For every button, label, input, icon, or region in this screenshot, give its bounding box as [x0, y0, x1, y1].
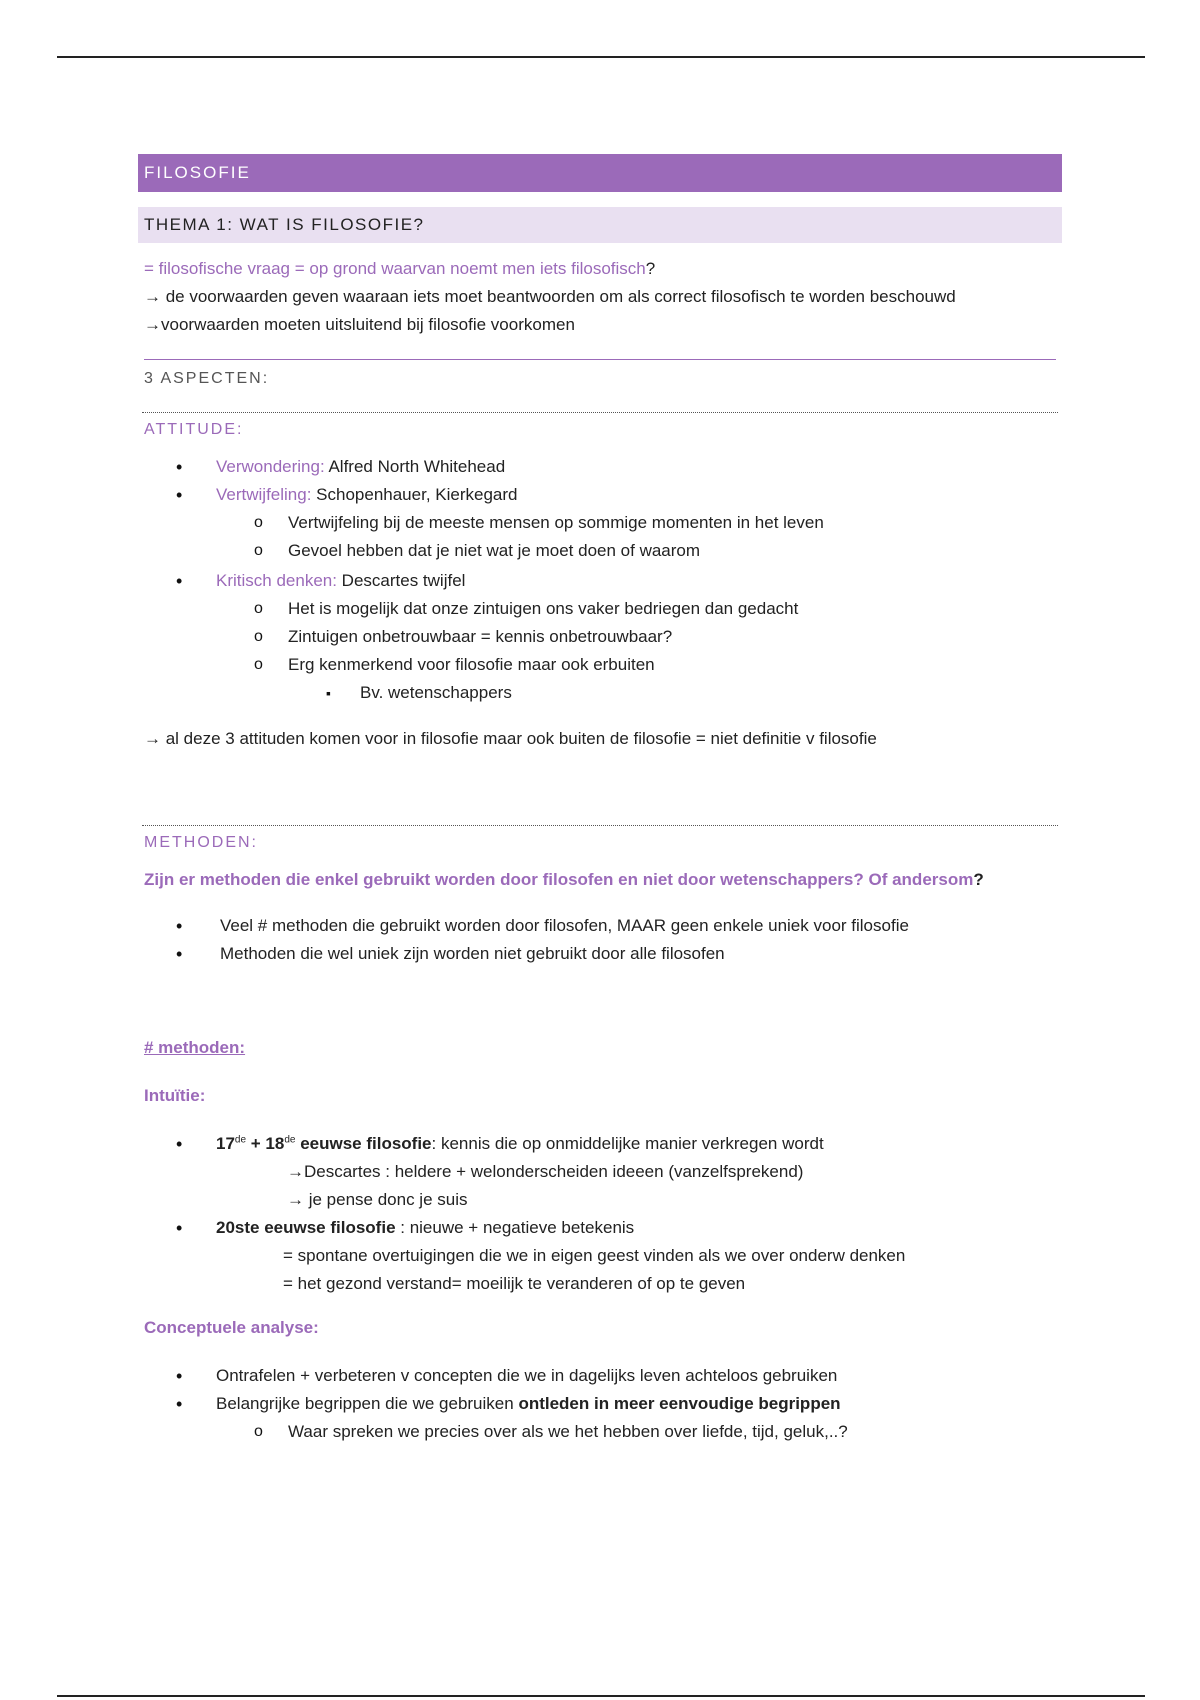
item-label: Vertwijfeling:	[216, 485, 312, 504]
intuitie-heading: Intuïtie:	[144, 1086, 206, 1105]
intuitie-common-sense: = het gezond verstand= moeilijk te veranderen of op te geven	[283, 1274, 746, 1293]
sub-list-item: o Gevoel hebben dat je niet wat je moet doen of waarom	[138, 537, 1062, 565]
intuitie-descartes: →Descartes : heldere + welonderscheiden ideeen (vanzelfsprekend)	[287, 1162, 804, 1181]
ordinal-suffix: de	[284, 1134, 296, 1146]
attitude-conclusion: → al deze 3 attituden komen voor in filosofie maar ook buiten de filosofie = niet definitie v filosofie	[144, 729, 877, 748]
item-text: Schopenhauer, Kierkegard	[311, 485, 518, 504]
intro-line-conditions: → de voorwaarden geven waaraan iets moet beantwoorden om als correct filosofisch te worden beschouwd	[144, 287, 956, 306]
century-label: 20ste eeuwse filosofie	[216, 1218, 396, 1237]
item-text: : nieuwe + negatieve betekenis	[395, 1218, 635, 1237]
sub-sub-list-item: ▪ Bv. wetenschappers	[138, 679, 1062, 707]
item-label: Kritisch denken:	[216, 571, 337, 590]
attitude-heading: ATTITUDE:	[144, 421, 244, 438]
list-item	[138, 1214, 1062, 1242]
intro-question-mark: ?	[645, 259, 656, 278]
methoden-question	[138, 866, 1062, 894]
document-title: FILOSOFIE	[138, 154, 1062, 192]
sub-list-item: o Vertwijfeling bij de meeste mensen op sommige momenten in het leven	[138, 509, 1062, 537]
list-item	[138, 481, 1062, 509]
sub-list-item: o Erg kenmerkend voor filosofie maar ook erbuiten	[138, 651, 1062, 679]
aspects-heading: 3 ASPECTEN:	[144, 370, 270, 387]
intuitie-list	[138, 1130, 1062, 1158]
conceptuele-analyse-heading: Conceptuele analyse:	[144, 1318, 319, 1337]
intuitie-list-2	[138, 1214, 1062, 1242]
methoden-heading: METHODEN:	[144, 834, 258, 851]
item-text: Alfred North Whitehead	[324, 457, 506, 476]
century-17: 17	[216, 1134, 235, 1153]
ordinal-suffix: de	[234, 1134, 247, 1146]
item-text: Belangrijke begrippen die we gebruiken	[216, 1394, 519, 1413]
century-label: eeuwse filosofie	[295, 1134, 432, 1153]
intuitie-cogito: → je pense donc je suis	[287, 1190, 468, 1209]
list-item	[138, 1390, 1062, 1418]
theme-heading: THEMA 1: WAT IS FILOSOFIE?	[138, 207, 1062, 243]
methoden-question-text: Zijn er methoden die enkel gebruikt worden door filosofen en niet door wetenschappers? Of andersom	[144, 870, 974, 889]
list-item: • Methoden die wel uniek zijn worden niet gebruikt door alle filosofen	[138, 940, 1062, 968]
list-item: • Ontrafelen + verbeteren v concepten die we in dagelijks leven achteloos gebruiken	[138, 1362, 1062, 1390]
item-text: : kennis die op onmiddelijke manier verkregen wordt	[431, 1134, 824, 1153]
methods-list-heading: # methoden:	[144, 1038, 246, 1057]
page-top-rule	[57, 56, 1145, 58]
item-label: Verwondering:	[216, 457, 325, 476]
attitude-list	[138, 453, 1062, 707]
sub-list-item: o Zintuigen onbetrouwbaar = kennis onbetrouwbaar?	[138, 623, 1062, 651]
methoden-list	[138, 912, 1062, 968]
intro-question-text: = filosofische vraag = op grond waarvan noemt men iets filosofisch	[144, 259, 646, 278]
methoden-question-mark: ?	[973, 870, 984, 889]
page-bottom-rule	[57, 1695, 1145, 1697]
list-item	[138, 1130, 1062, 1158]
item-bold-text: ontleden in meer eenvoudige begrippen	[518, 1394, 841, 1413]
list-item	[138, 567, 1062, 595]
intuitie-spontaneous: = spontane overtuigingen die we in eigen geest vinden als we over onderw denken	[283, 1246, 906, 1265]
document-body	[138, 154, 1062, 1446]
intro-line-exclusive: →voorwaarden moeten uitsluitend bij filosofie voorkomen	[144, 315, 575, 334]
sub-list-item: o Waar spreken we precies over als we het hebben over liefde, tijd, geluk,..?	[138, 1418, 1062, 1446]
list-item: • Veel # methoden die gebruikt worden door filosofen, MAAR geen enkele uniek voor filosofie	[138, 912, 1062, 940]
list-item	[138, 453, 1062, 481]
conceptueel-list	[138, 1362, 1062, 1446]
item-text: Descartes twijfel	[336, 571, 466, 590]
century-18: + 18	[246, 1134, 285, 1153]
sub-list-item: o Het is mogelijk dat onze zintuigen ons vaker bedriegen dan gedacht	[138, 595, 1062, 623]
intro-question	[138, 255, 1062, 283]
